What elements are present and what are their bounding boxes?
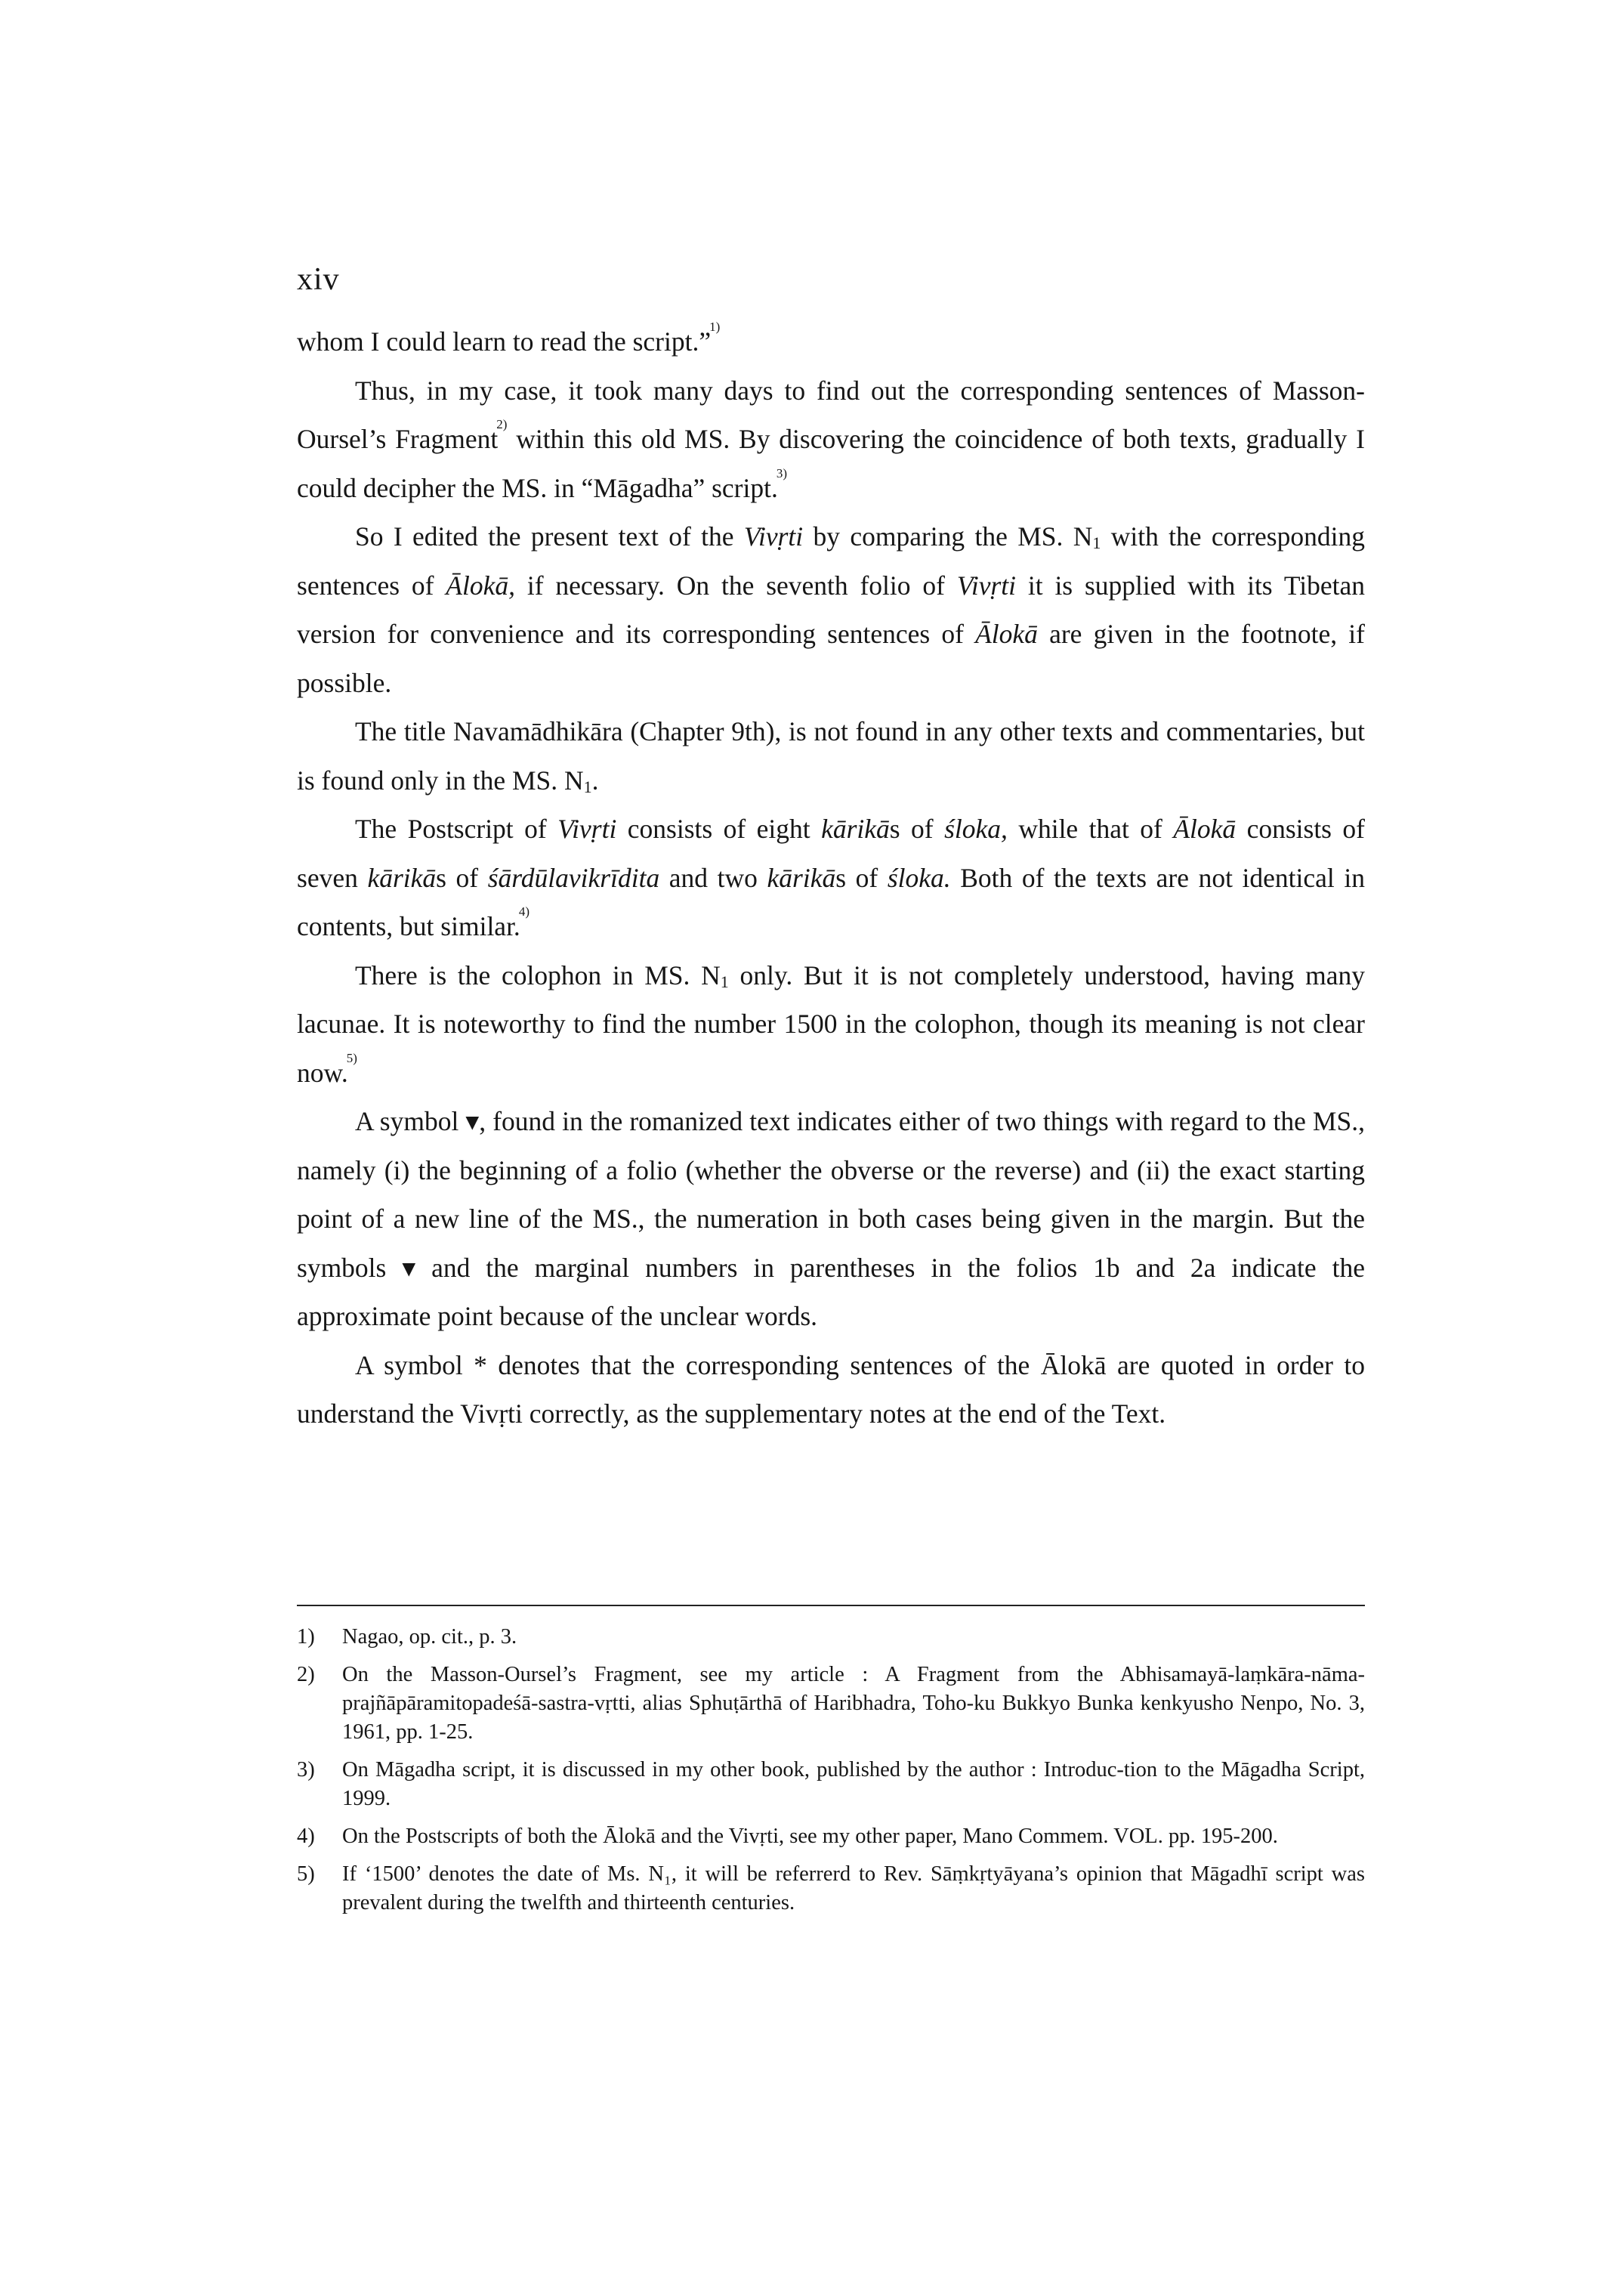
footnote-text: Nagao, op. cit., p. 3. [342,1625,517,1649]
footnote-5 [297,1860,1365,1917]
footnote-text: On Māgadha script, it is discussed in my other book, published by the author : Introduc-tion to the Māgadha Script, 1999. [342,1758,1365,1810]
footnote-number: 5) [297,1862,315,1886]
footnotes [297,1623,1365,1927]
paragraph-4: The title Navamādhikāra (Chapter 9th), is not found in any other texts and commentaries, but is found only in the MS. $N_1$. [297,716,1365,796]
footnote-ref-2[interactable]: 2) [496,417,508,431]
paragraph-8: A symbol * denotes that the corresponding sentences of the Ālokā are quoted in order to understand the Vivṛti correctly, as the supplementary notes at the end of the Text. [297,1349,1365,1429]
footnote-text: On the Postscripts of both the Ālokā and the Vivṛti, see my other paper, Mano Commem. VOL. pp. 195-200. [342,1825,1278,1848]
body-text [297,317,1365,1438]
footnote-2 [297,1661,1365,1747]
footnote-ref-5[interactable]: 5) [346,1050,357,1065]
paragraph-7: A symbol ▾, found in the romanized text indicates either of two things with regard to the MS., namely (i) the beginning of a folio (whether the obverse or the reverse) and (ii) the exact starting point of a new line of the MS., the numeration in both cases being given in the margin. But the symbols ▾ and the marginal numbers in parentheses in the folios 1b and 2a indicate the approximate point because of the unclear words. [297,1106,1365,1331]
footnote-ref-3[interactable]: 3) [776,465,788,481]
paragraph-6: There is the colophon in MS. $N_1$ only. But it is not completely understood, having many lacunae. It is noteworthy to find the number 1500 in the colophon, though its meaning is not clear now.$^{5)}$ [297,959,1365,1088]
footnote-number: 4) [297,1825,315,1848]
footnote-text: If ‘1500’ denotes the date of Ms. N₁, it will be referrerd to Rev. Sāṃkṛtyāyana’s opinion that Māgadhī script was prevalent during the twelfth and thirteenth centuries. [342,1862,1365,1914]
footnote-ref-1[interactable]: 1) [709,320,721,334]
footnote-number: 1) [297,1625,315,1649]
footnote-3 [297,1756,1365,1813]
paragraph-3: So I edited the present text of the Vivṛti by comparing the MS. $N_1$ with the corresponding sentences of Ālokā, if necessary. On the seventh folio of Vivṛti it is supplied with its Tibetan version for convenience and its corresponding sentences of Ālokā are given in the footnote, if possible. [297,521,1365,698]
footnote-ref-4[interactable]: 4) [518,904,529,919]
footnote-number: 3) [297,1758,315,1781]
footnote-number: 2) [297,1663,315,1686]
footnote-divider [297,1605,1365,1606]
paragraph-5: The Postscript of Vivṛti consists of eight kārikās of śloka, while that of Ālokā consists of seven kārikās of śārdūlavikrīdita and two kārikās of śloka. Both of the texts are not identical in contents, but similar.$^{4)}$ [297,814,1366,941]
paragraph-1: whom I could learn to read the script.”$^{1)}$ [297,320,721,357]
footnote-1 [297,1623,1365,1652]
paragraph-2: Thus, in my case, it took many days to find out the corresponding sentences of Masson-Oursel’s Fragment$^{2)}$ within this old MS. By discovering the coincidence of both texts, gradually I could decipher the MS. in “Māgadha” script.$^{3)}$ [297,375,1365,503]
footnote-text: On the Masson-Oursel’s Fragment, see my article : A Fragment from the Abhisamayā-laṃkāra-nāma-prajñāpāramitopadeśā-sastra-vṛtti, alias Sphuṭārthā of Haribhadra, Toho-ku Bukkyo Bunka kenkyusho Nenpo, No. 3, 1961, pp. 1-25. [342,1663,1365,1744]
page-number: xiv [297,262,340,297]
footnote-4 [297,1822,1365,1851]
